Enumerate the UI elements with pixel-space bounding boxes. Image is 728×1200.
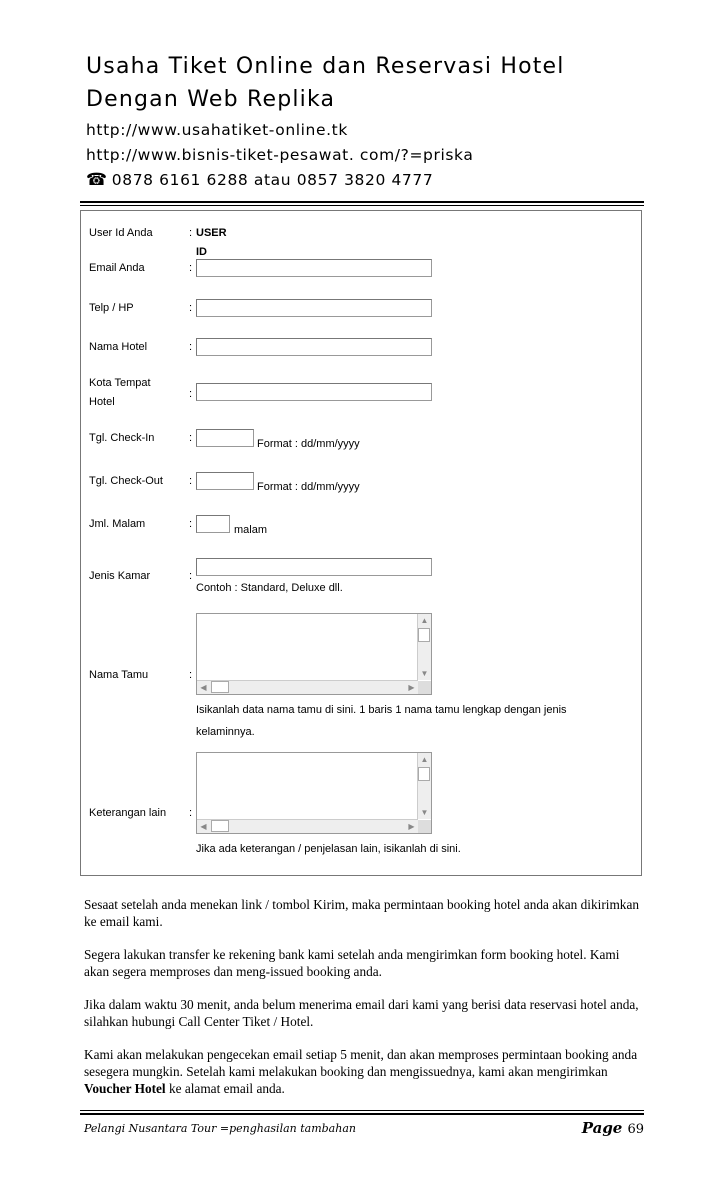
scroll-thumb-horizontal[interactable] <box>211 820 229 832</box>
tamu-label: Nama Tamu <box>89 669 149 681</box>
colon: : <box>189 388 193 400</box>
booking-form <box>80 210 642 876</box>
header-title-line2: Dengan Web Replika <box>86 87 336 112</box>
colon: : <box>189 807 193 819</box>
tamu-hint: Isikanlah data nama tamu di sini. 1 baris 1 nama tamu lengkap dengan jenis kelaminnya. <box>196 704 567 738</box>
colon: : <box>189 432 193 444</box>
scroll-up-icon[interactable]: ▲ <box>420 755 429 764</box>
page-header <box>86 50 646 193</box>
page-number: 69 <box>627 1122 644 1137</box>
tamu-vertical-scrollbar[interactable] <box>417 614 431 680</box>
header-url-2[interactable]: http://www.bisnis-tiket-pesawat. com/?=priska <box>86 146 474 164</box>
colon: : <box>189 227 193 239</box>
header-rule-thin <box>80 205 644 206</box>
keterangan-label: Keterangan lain <box>89 807 167 819</box>
keterangan-hint: Jika ada keterangan / penjelasan lain, isikanlah di sini. <box>196 843 461 855</box>
kamar-hint: Contoh : Standard, Deluxe dll. <box>196 582 343 594</box>
colon: : <box>189 518 193 530</box>
colon: : <box>189 570 193 582</box>
kota-label-line1: Kota Tempat <box>89 377 151 389</box>
colon: : <box>189 302 193 314</box>
form-row-tamu <box>89 613 629 743</box>
scroll-left-icon[interactable]: ◀ <box>200 683 207 692</box>
header-phone-line <box>86 168 646 193</box>
page-label: Page <box>581 1119 623 1137</box>
email-label: Email Anda <box>89 262 145 274</box>
scroll-right-icon[interactable]: ▶ <box>408 683 415 692</box>
paragraph-4 <box>84 1046 644 1097</box>
header-phone: 0878 6161 6288 atau 0857 3820 4777 <box>111 171 434 189</box>
scroll-down-icon[interactable]: ▼ <box>420 669 429 678</box>
scroll-up-icon[interactable]: ▲ <box>420 616 429 625</box>
paragraph-4-text: Kami akan melakukan pengecekan email setiap 5 menit, dan akan memproses permintaan booking anda sesegera mungkin. Setelah kami melakukan booking dan mengissuednya, kami akan mengirimkan <box>84 1047 638 1079</box>
checkout-input[interactable] <box>196 472 254 490</box>
malam-label: Jml. Malam <box>89 518 146 530</box>
scroll-down-icon[interactable]: ▼ <box>420 808 429 817</box>
form-row-keterangan <box>89 752 629 867</box>
kota-input[interactable] <box>196 383 432 401</box>
paragraph-2: Segera lakukan transfer ke rekening bank kami setelah anda mengirimkan form booking hotel. Kami akan segera memproses dan meng-issued booking anda. <box>84 947 620 979</box>
footer-left-text: Pelangi Nusantara Tour =penghasilan tambahan <box>84 1122 356 1135</box>
nama-hotel-input[interactable] <box>196 338 432 356</box>
telp-label: Telp / HP <box>89 302 134 314</box>
scroll-thumb[interactable] <box>418 767 430 781</box>
checkout-hint: Format : dd/mm/yyyy <box>257 481 360 493</box>
colon: : <box>189 669 193 681</box>
paragraph-4-tail: ke alamat email anda. <box>165 1081 285 1096</box>
nama-hotel-label: Nama Hotel <box>89 341 148 353</box>
scroll-thumb[interactable] <box>418 628 430 642</box>
scroll-right-icon[interactable]: ▶ <box>408 822 415 831</box>
checkin-label: Tgl. Check-In <box>89 432 155 444</box>
checkin-input[interactable] <box>196 429 254 447</box>
keterangan-horizontal-scrollbar[interactable] <box>197 819 418 833</box>
kamar-input[interactable] <box>196 558 432 576</box>
keterangan-textarea[interactable] <box>196 752 432 834</box>
kamar-label: Jenis Kamar <box>89 570 151 582</box>
body-text <box>84 896 644 1113</box>
voucher-hotel-bold: Voucher Hotel <box>84 1081 166 1096</box>
footer-rule-thin <box>80 1110 644 1111</box>
email-input[interactable] <box>196 259 432 277</box>
telp-input[interactable] <box>196 299 432 317</box>
footer-rule <box>80 1113 644 1115</box>
colon: : <box>189 341 193 353</box>
phone-icon: ☎ <box>86 170 108 190</box>
footer-page <box>582 1118 644 1137</box>
scrollbar-corner <box>418 681 431 694</box>
tamu-textarea[interactable] <box>196 613 432 695</box>
tamu-horizontal-scrollbar[interactable] <box>197 680 418 694</box>
header-rule <box>80 201 644 203</box>
paragraph-3: Jika dalam waktu 30 menit, anda belum menerima email dari kami yang berisi data reservasi hotel anda, silahkan hubungi Call Center Tiket / Hotel. <box>84 997 639 1029</box>
header-url-1[interactable]: http://www.usahatiket-online.tk <box>86 121 348 139</box>
paragraph-1: Sesaat setelah anda menekan link / tombol Kirim, maka permintaan booking hotel anda akan dikirimkan ke email kami. <box>84 897 639 929</box>
scroll-left-icon[interactable]: ◀ <box>200 822 207 831</box>
colon: : <box>189 475 193 487</box>
kota-label-line2: Hotel <box>89 396 115 408</box>
malam-input[interactable] <box>196 515 230 533</box>
user-id-label: User Id Anda <box>89 227 153 239</box>
checkin-hint: Format : dd/mm/yyyy <box>257 438 360 450</box>
malam-unit: malam <box>234 524 268 536</box>
scroll-thumb-horizontal[interactable] <box>211 681 229 693</box>
checkout-label: Tgl. Check-Out <box>89 475 163 487</box>
user-id-value: USER ID <box>196 227 227 258</box>
scrollbar-corner <box>418 820 431 833</box>
colon: : <box>189 262 193 274</box>
header-title-line1: Usaha Tiket Online dan Reservasi Hotel <box>86 54 565 79</box>
keterangan-vertical-scrollbar[interactable] <box>417 753 431 819</box>
